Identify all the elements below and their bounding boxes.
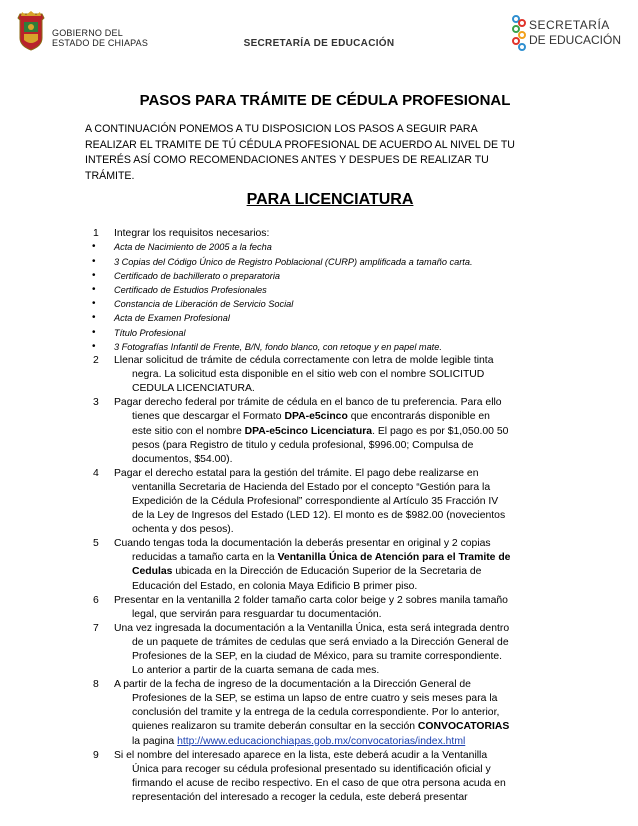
step-9 (86, 749, 564, 805)
step-4 (86, 467, 564, 537)
step-line: quienes realizaron su tramite deberán consultar en la sección CONVOCATORIAS (132, 721, 510, 733)
intro-line: TRÁMITE. (85, 169, 135, 182)
header-title: SECRETARÍA DE EDUCACIÓN (243, 38, 395, 49)
step-line: Educación del Estado, en colonia Maya Edificio B primer piso. (132, 580, 418, 592)
format-name: DPA-e5cinco (284, 411, 348, 423)
step-8 (86, 678, 564, 748)
step-line: Llenar solicitud de trámite de cédula correctamente con letra de molde legible tinta (114, 355, 494, 367)
step-line: la pagina http://www.educacionchiapas.gob.mx/convocatorias/index.html (132, 735, 466, 747)
step-number: 2 (93, 355, 99, 367)
sec-logo-line2: DE EDUCACIÓN (529, 33, 622, 47)
requirement-item: • Certificado de Estudios Profesionales (86, 283, 564, 297)
bullet-icon: • (92, 284, 96, 296)
step-line: conclusión del tramite y la entrega de la cedula correspondiente. Por lo anterior, (132, 707, 500, 719)
step-line: CEDULA LICENCIATURA. (132, 383, 255, 395)
section-subtitle: PARA LICENCIATURA (246, 191, 414, 208)
step-line: de la Ley de Ingresos del Estado (LED 12). El monto es de $982.00 (novecientos (132, 510, 506, 522)
gov-logo-line2: ESTADO DE CHIAPAS (52, 38, 149, 48)
step-line: Cuando tengas toda la documentación la deberás presentar en original y 2 copias (114, 538, 491, 550)
step-line: firmando el acuse de recibo respectivo. En el caso de que otra persona acuda en (132, 777, 506, 789)
step-line: documentos, $54.00). (132, 453, 233, 465)
step-line: legal, que servirán para resguardar tu documentación. (132, 608, 382, 620)
intro-line: REALIZAR EL TRAMITE DE TÚ CÉDULA PROFESIONAL DE ACUERDO AL NIVEL DE TU (85, 138, 515, 151)
step-line: Profesiones de la SEP, se estima un lapso de entre cuatro y seis meses para la (132, 693, 498, 705)
flower-logo-icon (512, 15, 526, 55)
bullet-icon: • (92, 241, 96, 253)
step-line: de un paquete de trámites de cedulas que será enviado a la Dirección General de (132, 636, 509, 648)
step-line: pesos (para Registro de titulo y cedula profesional, $996.00; Compulsa de (132, 439, 474, 451)
gov-logo-line1: GOBIERNO DEL (52, 28, 123, 38)
step-line: reducidas a tamaño carta en la Ventanilla Única de Atención para el Tramite de (132, 552, 511, 564)
step-number: 8 (93, 679, 99, 691)
step-line: Una vez ingresada la documentación a la Ventanilla Única, esta será integrada dentro (114, 622, 510, 634)
format-file-name: DPA-e5cinco Licenciatura (244, 425, 373, 437)
intro-line: INTERÉS ASÍ COMO RECOMENDACIONES ANTES Y DESPUES DE REALIZAR TU (85, 154, 489, 166)
step-line: A partir de la fecha de ingreso de la documentación a la Dirección General de (114, 679, 471, 691)
step-number: 5 (93, 538, 99, 550)
requirement-item: • Certificado de bachillerato o preparatoria (86, 269, 564, 283)
step-line: representación del interesado a recoger la cedula, este deberá presentar (132, 791, 468, 803)
step-line: Expedición de la Cédula Profesional” correspondiente al Artículo 35 Fracción IV (132, 495, 499, 507)
document-title: PASOS PARA TRÁMITE DE CÉDULA PROFESIONAL (139, 92, 511, 109)
bullet-icon: • (92, 340, 96, 352)
step-line: Profesiones de la SEP, en la ciudad de México, para su tramite correspondiente. (132, 651, 503, 662)
step-line: Presentar en la ventanilla 2 folder tamaño carta color beige y 2 sobres manila tamaño (114, 594, 508, 606)
secretaria-educacion-logo (512, 15, 638, 55)
intro-line: A CONTINUACIÓN PONEMOS A TU DISPOSICION LOS PASOS A SEGUIR PARA (85, 123, 478, 135)
requirement-item: • Acta de Nacimiento de 2005 a la fecha (86, 240, 564, 254)
step-line: Si el nombre del interesado aparece en la lista, este deberá acudir a la Ventanilla (114, 749, 488, 761)
step-number: 9 (93, 749, 99, 761)
step-line: Única para recoger su cédula profesional presentado su identificación oficial y (132, 763, 491, 775)
step-number: 7 (93, 622, 99, 634)
step-line: ventanilla Secretaria de Hacienda del Estado por el concepto “Gestión para la (132, 481, 491, 493)
requirement-item: • Constancia de Liberación de Servicio Social (86, 297, 564, 311)
step-line: Lo anterior a partir de la cuarta semana de cada mes. (132, 665, 380, 677)
step-6 (86, 594, 564, 622)
step-line: negra. La solicitud esta disponible en el sitio web con el nombre SOLICITUD (132, 369, 485, 381)
step-line: Cedulas ubicada en la Dirección de Educación Superior de la Secretaria de (132, 566, 482, 578)
sec-logo-line1: SECRETARÍA (529, 18, 610, 32)
step-1 (86, 227, 564, 240)
requirement-item: • Acta de Examen Profesional (86, 311, 564, 325)
convocatorias-section: CONVOCATORIAS (417, 721, 510, 733)
bullet-icon: • (92, 312, 96, 324)
step-line: tienes que descargar el Formato DPA-e5cinco que encontrarás disponible en (132, 411, 490, 423)
step-3 (86, 396, 564, 466)
step-line: este sitio con el nombre DPA-e5cinco Licenciatura. El pago es por $1,050.00 50 (132, 425, 509, 437)
bullet-icon: • (92, 255, 96, 267)
step-7 (86, 622, 564, 678)
step-text: Integrar los requisitos necesarios: (114, 228, 270, 239)
step-line: Pagar el derecho estatal para la gestión del trámite. El pago debe realizarse en (114, 467, 479, 479)
step-number: 6 (93, 594, 99, 606)
step-2 (86, 354, 564, 396)
step-number: 1 (93, 228, 99, 239)
step-number: 4 (93, 467, 99, 479)
convocatorias-link[interactable]: http://www.educacionchiapas.gob.mx/convocatorias/index.html (177, 735, 466, 747)
requirement-item: • Título Profesional (86, 326, 564, 340)
gov-chiapas-logo (14, 10, 184, 56)
ventanilla-name-cont: Cedulas (132, 566, 173, 578)
bullet-icon: • (92, 298, 96, 310)
step-5 (86, 537, 564, 593)
requirement-item: • 3 Fotografías Infantil de Frente, B/N, fondo blanco, con retoque y en papel mate. (86, 340, 564, 354)
bullet-icon: • (92, 269, 96, 281)
ventanilla-name: Ventanilla Única de Atención para el Tramite de (277, 552, 511, 564)
bullet-icon: • (92, 326, 96, 338)
intro-paragraph (85, 122, 563, 184)
steps-list (86, 227, 564, 805)
requirement-item: • 3 Copias del Código Único de Registro Poblacional (CURP) amplificada a tamaño carta. (86, 255, 564, 269)
step-line: ochenta y dos pesos). (132, 524, 234, 536)
step-line: Pagar derecho federal por trámite de cédula en el banco de tu preferencia. Para ello (114, 397, 502, 409)
step-number: 3 (93, 397, 99, 409)
